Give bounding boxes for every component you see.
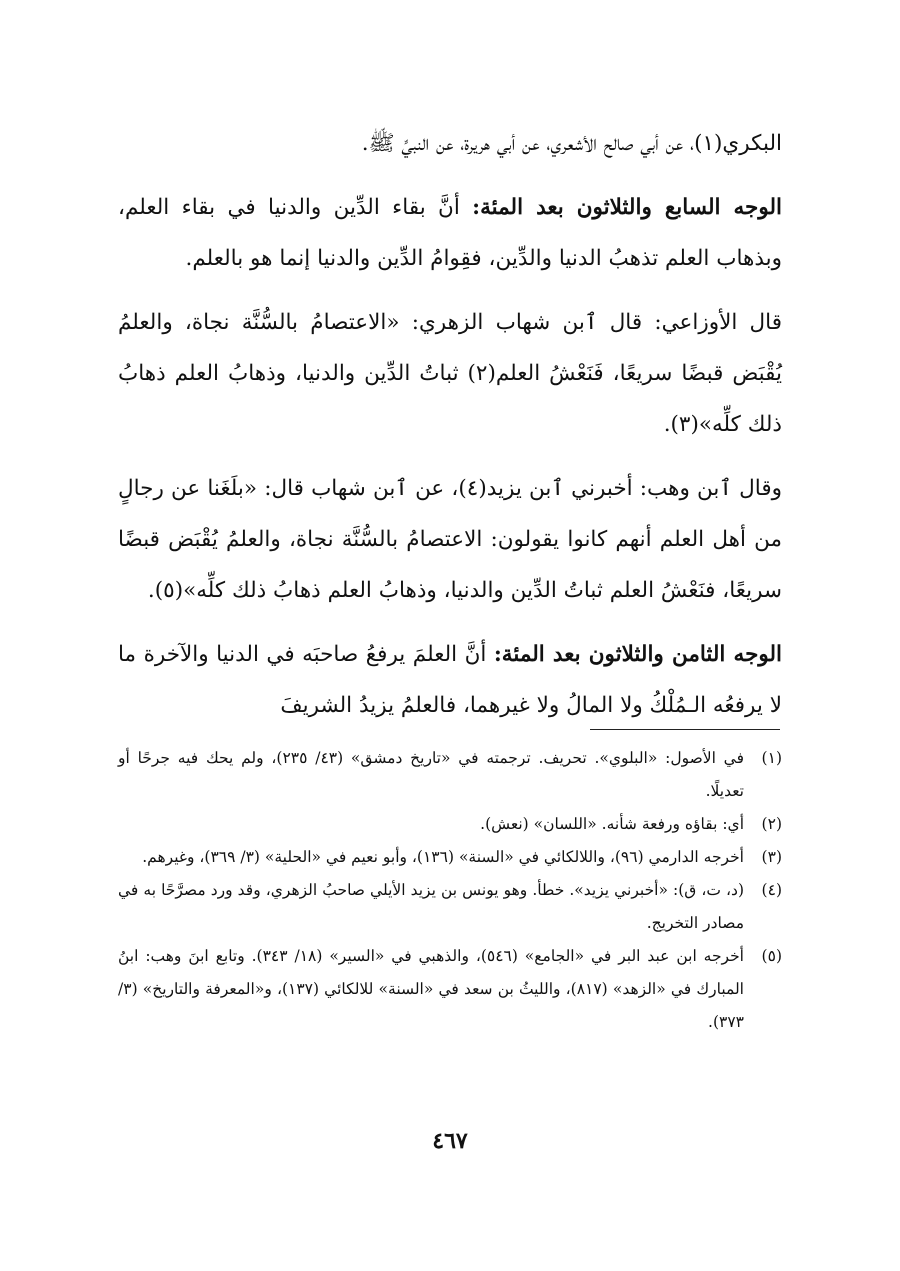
paragraph-2 xyxy=(118,182,782,284)
footnote-item xyxy=(118,742,782,808)
paragraph-2-text: أنَّ بقاء الدِّين والدنيا في بقاء العلم، وبذهاب العلم تذهبُ الدنيا والدِّين، فقِوامُ الدِّين والدنيا إنما هو بالعلم. xyxy=(118,195,782,271)
paragraph-4: وقال ٱبن وهب: أخبرني ٱبن يزيد(٤)، عن ٱبن شهاب قال: «بلَغَنا عن رجالٍ من أهل العلم أنهم كانوا يقولون: الاعتصامُ بالسُّنَّة نجاة، والعلمُ يُقْبَض قبضًا سريعًا، فنَعْشُ العلم ثباتُ الدِّين والدنيا، وذهابُ العلم ذهابُ ذلك كلِّه»(٥). xyxy=(118,476,782,603)
footnote-item xyxy=(118,940,782,1039)
page-number: ٤٦٧ xyxy=(432,1128,468,1154)
footnote-number: (٢) xyxy=(761,815,782,833)
footnote-number: (٥) xyxy=(761,947,782,965)
section-heading-138: الوجه الثامن والثلاثون بعد المئة: xyxy=(493,642,783,667)
paragraph-1: البكري(١)، عن أبي صالح الأشعري، عن أبي هريرة، عن النبيِّ ﷺ. xyxy=(361,131,782,156)
paragraph-3: قال الأوزاعي: قال ٱبن شهاب الزهري: «الاعتصامُ بالسُّنَّة نجاة، والعلمُ يُقْبَض قبضًا سريعًا، فَنَعْشُ العلم(٢) ثباتُ الدِّين والدنيا، وذهابُ العلم ذهابُ ذلك كلِّه»(٣). xyxy=(118,310,783,437)
footnote-separator xyxy=(590,729,780,730)
main-text xyxy=(118,118,782,731)
footnote-text: في الأصول: «البلوي». تحريف. ترجمته في «تاريخ دمشق» (٤٣/ ٢٣٥)، ولم يحك فيه جرحًا أو تعديلًا. xyxy=(118,749,745,800)
footnote-item xyxy=(118,841,782,874)
footnote-number: (١) xyxy=(761,749,782,767)
footnote-text: أخرجه ابن عبد البر في «الجامع» (٥٤٦)، والذهبي في «السير» (١٨/ ٣٤٣). وتابع ابنَ وهب: ابنُ المبارك في «الزهد» (٨١٧)، والليثُ بن سعد في «السنة» للالكائي (١٣٧)، و«المعرفة والتاريخ» (٣/ ٣٧٣). xyxy=(118,947,744,1031)
footnote-text: أي: بقاؤه ورفعة شأنه. «اللسان» (نعش). xyxy=(480,815,744,833)
paragraph-5 xyxy=(118,629,782,731)
footnotes xyxy=(118,742,782,1039)
footnote-item xyxy=(118,808,782,841)
footnote-text: (د، ت، ق): «أخبرني يزيد». خطأ. وهو يونس بن يزيد الأيلي صاحبُ الزهري، وقد ورد مصرَّحًا به في مصادر التخريج. xyxy=(118,881,744,932)
footnote-number: (٤) xyxy=(761,881,782,899)
paragraph-5-text: أنَّ العلمَ يرفعُ صاحبَه في الدنيا والآخرة ما لا يرفعُه الـمُلْكُ ولا المالُ ولا غيرهما، فالعلمُ يزيدُ الشريفَ xyxy=(118,642,782,718)
footnote-text: أخرجه الدارمي (٩٦)، واللالكائي في «السنة» (١٣٦)، وأبو نعيم في «الحلية» (٣/ ٣٦٩)، وغيرهم. xyxy=(142,848,744,866)
footnote-item xyxy=(118,874,782,940)
footnote-number: (٣) xyxy=(761,848,782,866)
section-heading-137: الوجه السابع والثلاثون بعد المئة: xyxy=(472,195,782,220)
